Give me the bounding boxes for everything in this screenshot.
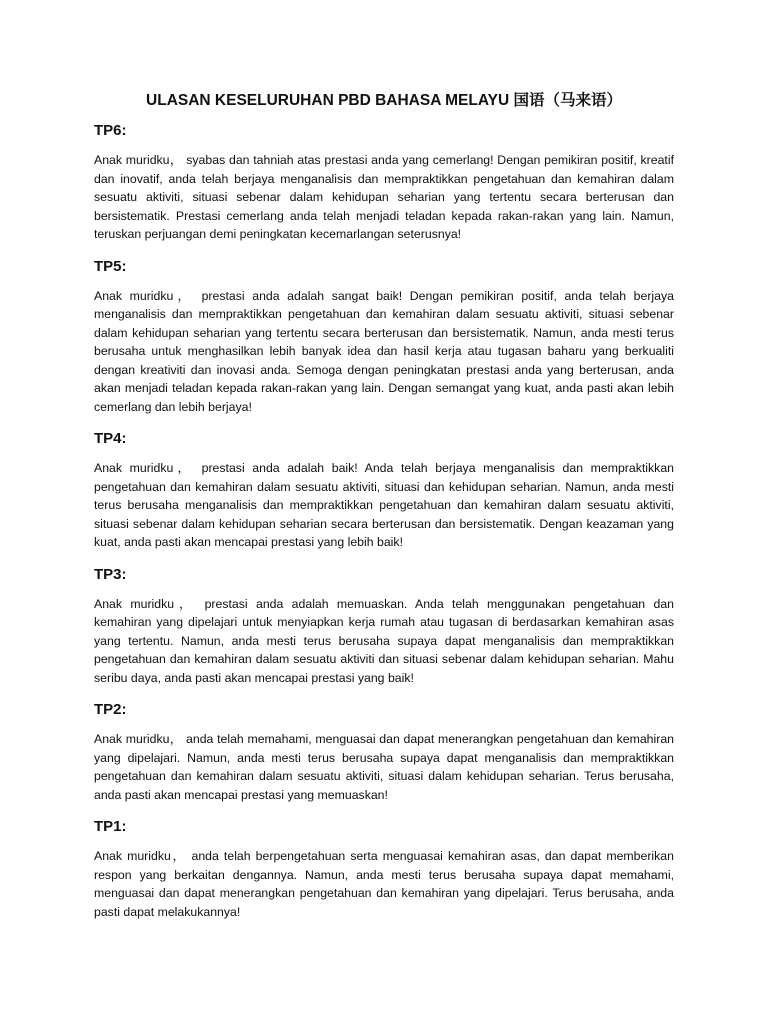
section-paragraph: Anak muridku， anda telah berpengetahuan serta menguasai kemahiran asas, dan dapat memberikan respon yang berkaitan dengannya. Namun, anda mesti terus berusaha supaya dapat memahami, menguasai dan dapat menerangkan pengetahuan dan kemahiran yang dipelajari. Terus berusaha, anda pasti dapat melakukannya! [94,849,674,919]
section-heading: TP6: [94,122,127,139]
section-heading: TP4: [94,430,127,447]
section-paragraph: Anak muridku， anda telah memahami, menguasai dan dapat menerangkan pengetahuan dan kemahiran yang dipelajari. Namun, anda mesti terus berusaha supaya dapat menganalisis dan mempraktikkan pengetahuan dan kemahiran dalam sesuatu aktiviti, situasi dalam kehidupan seharian. Terus berusaha, anda pasti akan mencapai prestasi yang memuaskan! [94,732,674,802]
section-paragraph: Anak muridku， prestasi anda adalah memuaskan. Anda telah menggunakan pengetahuan dan kemahiran yang dipelajari untuk menyiapkan kerja rumah atau tugasan di berdasarkan kemahiran asas yang tertentu. Namun, anda mesti terus berusaha supaya dapat menganalisis dan mempraktikkan pengetahuan dan kemahiran dalam sesuatu aktiviti dan situasi sebenar dalam kehidupan seharian. Mahu seribu daya, anda pasti akan mencapai prestasi yang baik! [94,596,674,685]
section-heading: TP3: [94,565,127,583]
sections-container [94,122,674,935]
section-paragraph: Anak muridku， prestasi anda adalah sangat baik! Dengan pemikiran positif, anda telah berjaya menganalisis dan mempraktikkan pengetahuan dan kemahiran dalam sesuatu aktiviti, situasi sebenar dalam kehidupan seharian yang tertentu secara berterusan dan bersistematik. Namun, anda mesti terus berusaha untuk menghasilkan lebih banyak idea dan hasil kerja atau tugasan baharu yang berkualiti dengan kreativiti dan inovasi anda. Semoga dengan peningkatan prestasi anda yang berterusan, anda akan menjadi teladan kepada rakan-rakan yang lain. Dengan semangat yang kuat, anda pasti akan lebih cemerlang dan lebih berjaya! [94,288,674,414]
section-heading: TP5: [94,257,127,275]
section-tp2 [94,701,674,804]
section-tp4 [94,430,674,552]
section-heading: TP1: [94,818,127,835]
section-heading: TP2: [94,701,127,718]
section-tp6 [94,122,674,244]
section-tp5 [94,258,674,417]
section-tp3 [94,566,674,688]
section-tp1 [94,818,674,921]
document-title: ULASAN KESELURUHAN PBD BAHASA MELAYU 国语（马来语） [146,92,622,109]
section-paragraph: Anak muridku， prestasi anda adalah baik! Anda telah berjaya menganalisis dan mempraktikkan pengetahuan dan kemahiran dalam sesuatu aktiviti, situasi dan kehidupan seharian. Namun, anda mesti terus berusaha menganalisis dan mempraktikkan pengetahuan dan kemahiran dalam sesuatu aktiviti, situasi sebenar dalam kehidupan seharian secara berterusan dan bersistematik. Dengan keazaman yang kuat, anda pasti akan mencapai prestasi yang lebih baik! [94,461,674,549]
section-paragraph: Anak muridku， syabas dan tahniah atas prestasi anda yang cemerlang! Dengan pemikiran positif, kreatif dan inovatif, anda telah berjaya menganalisis dan mempraktikkan pengetahuan dan kemahiran dalam sesuatu aktiviti, situasi sebenar dalam kehidupan seharian yang tertentu secara berterusan dan bersistematik. Prestasi cemerlang anda telah menjadi teladan kepada rakan-rakan yang lain. Namun, teruskan perjuangan demi peningkatan kecemarlangan seterusnya! [94,153,674,241]
